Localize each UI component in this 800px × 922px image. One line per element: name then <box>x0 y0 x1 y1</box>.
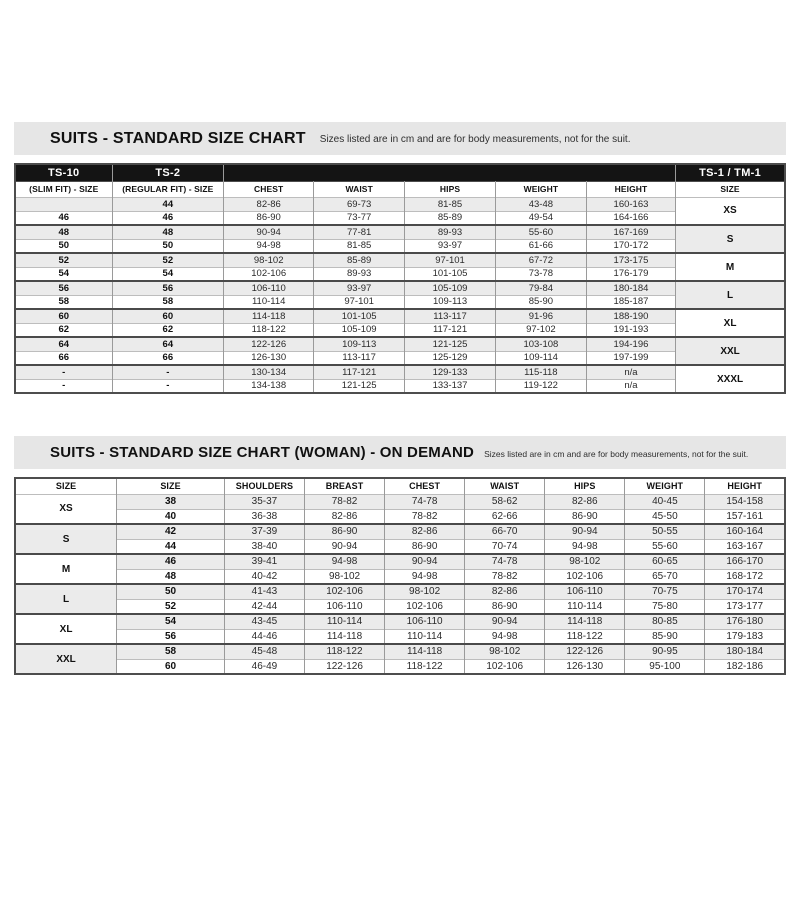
mens-cell: 81-85 <box>405 197 496 211</box>
womens-cell: 90-94 <box>385 554 465 569</box>
size-group-cell: L <box>676 281 785 309</box>
mens-cell: 89-93 <box>314 267 405 281</box>
womens-cell: 55-60 <box>625 539 705 554</box>
mens-cell: 49-54 <box>495 211 586 225</box>
womens-table-row <box>15 599 785 614</box>
column-header: WEIGHT <box>625 478 705 494</box>
womens-cell: 40 <box>117 509 225 524</box>
womens-cell: 80-85 <box>625 614 705 629</box>
womens-cell: 160-164 <box>705 524 785 539</box>
mens-cell: 48 <box>15 225 112 239</box>
womens-chart-subtitle: Sizes listed are in cm and are for body measurements, not for the suit. <box>484 448 749 459</box>
column-header: HIPS <box>545 478 625 494</box>
womens-cell: 82-86 <box>305 509 385 524</box>
mens-cell: 101-105 <box>314 309 405 323</box>
womens-cell: 118-122 <box>305 644 385 659</box>
mens-cell: 185-187 <box>586 295 675 309</box>
womens-cell: 70-74 <box>465 539 545 554</box>
mens-cell: 64 <box>112 337 224 351</box>
womens-cell: 38-40 <box>224 539 304 554</box>
womens-cell: 98-102 <box>385 584 465 599</box>
mens-cell: 61-66 <box>495 239 586 253</box>
mens-cell: 55-60 <box>495 225 586 239</box>
mens-cell: 118-122 <box>224 323 314 337</box>
mens-table-row <box>15 379 785 393</box>
column-header: WAIST <box>314 181 405 197</box>
womens-column-header-row <box>15 478 785 494</box>
mens-cell: 109-113 <box>405 295 496 309</box>
mens-cell: 91-96 <box>495 309 586 323</box>
size-group-cell: XS <box>676 197 785 225</box>
column-header: BREAST <box>305 478 385 494</box>
womens-cell: 82-86 <box>465 584 545 599</box>
mens-cell: 113-117 <box>314 351 405 365</box>
mens-cell: 188-190 <box>586 309 675 323</box>
womens-cell: 37-39 <box>224 524 304 539</box>
womens-table-row <box>15 584 785 599</box>
womens-table-row <box>15 644 785 659</box>
womens-cell: 65-70 <box>625 569 705 584</box>
mens-cell: - <box>112 379 224 393</box>
mens-cell: 90-94 <box>224 225 314 239</box>
size-group-cell: S <box>676 225 785 253</box>
womens-cell: 78-82 <box>305 494 385 509</box>
mens-cell: 167-169 <box>586 225 675 239</box>
mens-cell: 133-137 <box>405 379 496 393</box>
mens-cell: 46 <box>15 211 112 225</box>
size-group-cell: M <box>676 253 785 281</box>
womens-cell: 78-82 <box>465 569 545 584</box>
womens-cell: 43-45 <box>224 614 304 629</box>
womens-cell: 41-43 <box>224 584 304 599</box>
mens-table-header <box>15 164 785 197</box>
mens-cell: 191-193 <box>586 323 675 337</box>
womens-cell: 176-180 <box>705 614 785 629</box>
mens-size-table <box>14 163 786 394</box>
mens-cell: 73-77 <box>314 211 405 225</box>
womens-cell: 122-126 <box>545 644 625 659</box>
mens-cell: 56 <box>112 281 224 295</box>
mens-cell: 85-90 <box>495 295 586 309</box>
womens-cell: 54 <box>117 614 225 629</box>
womens-cell: 66-70 <box>465 524 545 539</box>
mens-cell: 160-163 <box>586 197 675 211</box>
size-group-cell: XXL <box>15 644 117 674</box>
womens-table-row <box>15 539 785 554</box>
womens-cell: 126-130 <box>545 659 625 674</box>
womens-cell: 94-98 <box>545 539 625 554</box>
mens-cell: 62 <box>15 323 112 337</box>
womens-cell: 179-183 <box>705 629 785 644</box>
womens-table-row <box>15 569 785 584</box>
mens-cell: 85-89 <box>405 211 496 225</box>
mens-cell: - <box>112 365 224 379</box>
womens-cell: 60-65 <box>625 554 705 569</box>
womens-cell: 110-114 <box>305 614 385 629</box>
womens-cell: 35-37 <box>224 494 304 509</box>
mens-cell: 50 <box>112 239 224 253</box>
mens-cell: 54 <box>15 267 112 281</box>
womens-table-body <box>15 494 785 674</box>
womens-cell: 170-174 <box>705 584 785 599</box>
womens-cell: 102-106 <box>385 599 465 614</box>
mens-cell: 93-97 <box>314 281 405 295</box>
mens-cell: 129-133 <box>405 365 496 379</box>
column-header: (REGULAR FIT) - SIZE <box>112 181 224 197</box>
mens-cell: 109-114 <box>495 351 586 365</box>
column-header: HEIGHT <box>586 181 675 197</box>
womens-cell: 163-167 <box>705 539 785 554</box>
womens-cell: 90-94 <box>545 524 625 539</box>
womens-cell: 110-114 <box>385 629 465 644</box>
womens-chart-section <box>14 436 786 675</box>
womens-cell: 78-82 <box>385 509 465 524</box>
mens-cell: 103-108 <box>495 337 586 351</box>
size-group-cell: XXXL <box>676 365 785 393</box>
mens-cell: 109-113 <box>314 337 405 351</box>
womens-chart-title-band <box>14 436 786 469</box>
womens-cell: 45-50 <box>625 509 705 524</box>
womens-cell: 40-42 <box>224 569 304 584</box>
womens-cell: 74-78 <box>385 494 465 509</box>
womens-size-table <box>14 477 786 675</box>
mens-table-row <box>15 211 785 225</box>
womens-cell: 86-90 <box>385 539 465 554</box>
womens-table-row <box>15 494 785 509</box>
mens-cell: n/a <box>586 365 675 379</box>
womens-cell: 46 <box>117 554 225 569</box>
column-header: HEIGHT <box>705 478 785 494</box>
mens-cell: 56 <box>15 281 112 295</box>
womens-cell: 122-126 <box>305 659 385 674</box>
mens-cell: 194-196 <box>586 337 675 351</box>
womens-cell: 102-106 <box>305 584 385 599</box>
mens-chart-section <box>14 122 786 394</box>
mens-cell: 73-78 <box>495 267 586 281</box>
womens-table-row <box>15 524 785 539</box>
mens-cell: 86-90 <box>224 211 314 225</box>
womens-cell: 110-114 <box>545 599 625 614</box>
womens-cell: 94-98 <box>385 569 465 584</box>
womens-table-row <box>15 629 785 644</box>
womens-cell: 118-122 <box>545 629 625 644</box>
mens-cell: 119-122 <box>495 379 586 393</box>
mens-table-row <box>15 337 785 351</box>
womens-cell: 38 <box>117 494 225 509</box>
womens-cell: 94-98 <box>465 629 545 644</box>
band-spacer <box>224 164 676 181</box>
mens-cell: 54 <box>112 267 224 281</box>
womens-cell: 98-102 <box>545 554 625 569</box>
mens-table-row <box>15 351 785 365</box>
mens-chart-title: SUITS - STANDARD SIZE CHART <box>50 129 306 147</box>
womens-table-row <box>15 554 785 569</box>
mens-cell: 52 <box>15 253 112 267</box>
mens-cell: 117-121 <box>314 365 405 379</box>
womens-cell: 48 <box>117 569 225 584</box>
mens-cell: 130-134 <box>224 365 314 379</box>
mens-cell: 164-166 <box>586 211 675 225</box>
womens-cell: 44-46 <box>224 629 304 644</box>
womens-cell: 182-186 <box>705 659 785 674</box>
womens-cell: 90-94 <box>305 539 385 554</box>
mens-cell: 126-130 <box>224 351 314 365</box>
womens-cell: 154-158 <box>705 494 785 509</box>
size-group-cell: XS <box>15 494 117 524</box>
mens-cell: 66 <box>15 351 112 365</box>
womens-cell: 173-177 <box>705 599 785 614</box>
mens-cell: 48 <box>112 225 224 239</box>
womens-cell: 168-172 <box>705 569 785 584</box>
womens-cell: 90-95 <box>625 644 705 659</box>
womens-cell: 82-86 <box>545 494 625 509</box>
mens-cell: 115-118 <box>495 365 586 379</box>
mens-cell: 62 <box>112 323 224 337</box>
mens-cell: 117-121 <box>405 323 496 337</box>
mens-cell: 122-126 <box>224 337 314 351</box>
mens-table-row <box>15 281 785 295</box>
womens-cell: 98-102 <box>305 569 385 584</box>
womens-cell: 58 <box>117 644 225 659</box>
mens-cell: 52 <box>112 253 224 267</box>
mens-table-row <box>15 197 785 211</box>
womens-cell: 42-44 <box>224 599 304 614</box>
womens-cell: 157-161 <box>705 509 785 524</box>
womens-cell: 74-78 <box>465 554 545 569</box>
size-group-cell: S <box>15 524 117 554</box>
womens-cell: 39-41 <box>224 554 304 569</box>
size-group-cell: L <box>15 584 117 614</box>
womens-cell: 45-48 <box>224 644 304 659</box>
womens-cell: 114-118 <box>385 644 465 659</box>
column-header: (SLIM FIT) - SIZE <box>15 181 112 197</box>
column-header: HIPS <box>405 181 496 197</box>
mens-cell: 67-72 <box>495 253 586 267</box>
mens-cell: 114-118 <box>224 309 314 323</box>
womens-cell: 114-118 <box>305 629 385 644</box>
womens-cell: 62-66 <box>465 509 545 524</box>
womens-cell: 46-49 <box>224 659 304 674</box>
mens-cell: 64 <box>15 337 112 351</box>
womens-cell: 50 <box>117 584 225 599</box>
womens-cell: 50-55 <box>625 524 705 539</box>
mens-table-row <box>15 239 785 253</box>
womens-cell: 60 <box>117 659 225 674</box>
ts1-tm1-band-header: TS-1 / TM-1 <box>676 164 785 181</box>
womens-cell: 82-86 <box>385 524 465 539</box>
mens-table-row <box>15 253 785 267</box>
mens-cell: 102-106 <box>224 267 314 281</box>
column-header: SIZE <box>676 181 785 197</box>
column-header: CHEST <box>224 181 314 197</box>
mens-cell: 66 <box>112 351 224 365</box>
mens-cell: 60 <box>112 309 224 323</box>
mens-column-header-row <box>15 181 785 197</box>
ts10-band-header: TS-10 <box>15 164 112 181</box>
mens-cell <box>15 197 112 211</box>
womens-cell: 58-62 <box>465 494 545 509</box>
womens-cell: 40-45 <box>625 494 705 509</box>
womens-table-header <box>15 478 785 494</box>
mens-cell: 105-109 <box>405 281 496 295</box>
womens-cell: 102-106 <box>545 569 625 584</box>
mens-cell: 97-101 <box>405 253 496 267</box>
womens-cell: 85-90 <box>625 629 705 644</box>
size-group-cell: XXL <box>676 337 785 365</box>
mens-cell: 180-184 <box>586 281 675 295</box>
womens-table-row <box>15 509 785 524</box>
womens-cell: 106-110 <box>545 584 625 599</box>
size-group-cell: XL <box>15 614 117 644</box>
mens-cell: 97-101 <box>314 295 405 309</box>
mens-cell: - <box>15 379 112 393</box>
mens-table-row <box>15 323 785 337</box>
womens-cell: 118-122 <box>385 659 465 674</box>
womens-cell: 102-106 <box>465 659 545 674</box>
mens-cell: 176-179 <box>586 267 675 281</box>
mens-cell: 110-114 <box>224 295 314 309</box>
womens-cell: 86-90 <box>545 509 625 524</box>
mens-band-row <box>15 164 785 181</box>
mens-cell: 58 <box>15 295 112 309</box>
womens-cell: 75-80 <box>625 599 705 614</box>
womens-cell: 106-110 <box>385 614 465 629</box>
mens-cell: 60 <box>15 309 112 323</box>
mens-table-row <box>15 365 785 379</box>
ts2-band-header: TS-2 <box>112 164 224 181</box>
womens-cell: 180-184 <box>705 644 785 659</box>
mens-cell: 105-109 <box>314 323 405 337</box>
mens-table-row <box>15 267 785 281</box>
mens-cell: 170-172 <box>586 239 675 253</box>
womens-cell: 95-100 <box>625 659 705 674</box>
size-group-cell: M <box>15 554 117 584</box>
mens-table-row <box>15 295 785 309</box>
column-header: CHEST <box>385 478 465 494</box>
mens-cell: 197-199 <box>586 351 675 365</box>
mens-cell: n/a <box>586 379 675 393</box>
womens-cell: 36-38 <box>224 509 304 524</box>
womens-cell: 56 <box>117 629 225 644</box>
mens-cell: 94-98 <box>224 239 314 253</box>
womens-chart-title: SUITS - STANDARD SIZE CHART (WOMAN) - ON DEMAND <box>50 444 475 461</box>
womens-cell: 44 <box>117 539 225 554</box>
womens-cell: 114-118 <box>545 614 625 629</box>
womens-table-row <box>15 659 785 674</box>
mens-cell: 125-129 <box>405 351 496 365</box>
mens-cell: 106-110 <box>224 281 314 295</box>
mens-cell: 82-86 <box>224 197 314 211</box>
womens-cell: 94-98 <box>305 554 385 569</box>
mens-cell: 101-105 <box>405 267 496 281</box>
mens-cell: 113-117 <box>405 309 496 323</box>
mens-cell: 81-85 <box>314 239 405 253</box>
womens-cell: 42 <box>117 524 225 539</box>
mens-table-body <box>15 197 785 393</box>
mens-cell: 50 <box>15 239 112 253</box>
mens-table-row <box>15 225 785 239</box>
mens-cell: 58 <box>112 295 224 309</box>
mens-cell: 93-97 <box>405 239 496 253</box>
womens-cell: 166-170 <box>705 554 785 569</box>
mens-cell: 89-93 <box>405 225 496 239</box>
column-header: WAIST <box>465 478 545 494</box>
womens-cell: 98-102 <box>465 644 545 659</box>
womens-cell: 106-110 <box>305 599 385 614</box>
mens-cell: 46 <box>112 211 224 225</box>
womens-cell: 52 <box>117 599 225 614</box>
column-header: SIZE <box>117 478 225 494</box>
column-header: SHOULDERS <box>224 478 304 494</box>
size-group-cell: XL <box>676 309 785 337</box>
size-chart-page <box>14 122 786 675</box>
mens-cell: 173-175 <box>586 253 675 267</box>
mens-table-row <box>15 309 785 323</box>
mens-cell: 98-102 <box>224 253 314 267</box>
column-header: SIZE <box>15 478 117 494</box>
mens-cell: - <box>15 365 112 379</box>
womens-table-row <box>15 614 785 629</box>
mens-cell: 121-125 <box>405 337 496 351</box>
mens-cell: 134-138 <box>224 379 314 393</box>
mens-chart-subtitle: Sizes listed are in cm and are for body measurements, not for the suit. <box>319 134 631 145</box>
womens-cell: 86-90 <box>305 524 385 539</box>
mens-cell: 77-81 <box>314 225 405 239</box>
mens-cell: 69-73 <box>314 197 405 211</box>
mens-cell: 44 <box>112 197 224 211</box>
womens-cell: 90-94 <box>465 614 545 629</box>
mens-cell: 85-89 <box>314 253 405 267</box>
column-header: WEIGHT <box>495 181 586 197</box>
mens-chart-title-band <box>14 122 786 155</box>
mens-cell: 97-102 <box>495 323 586 337</box>
womens-cell: 86-90 <box>465 599 545 614</box>
mens-cell: 121-125 <box>314 379 405 393</box>
womens-cell: 70-75 <box>625 584 705 599</box>
mens-cell: 43-48 <box>495 197 586 211</box>
mens-cell: 79-84 <box>495 281 586 295</box>
